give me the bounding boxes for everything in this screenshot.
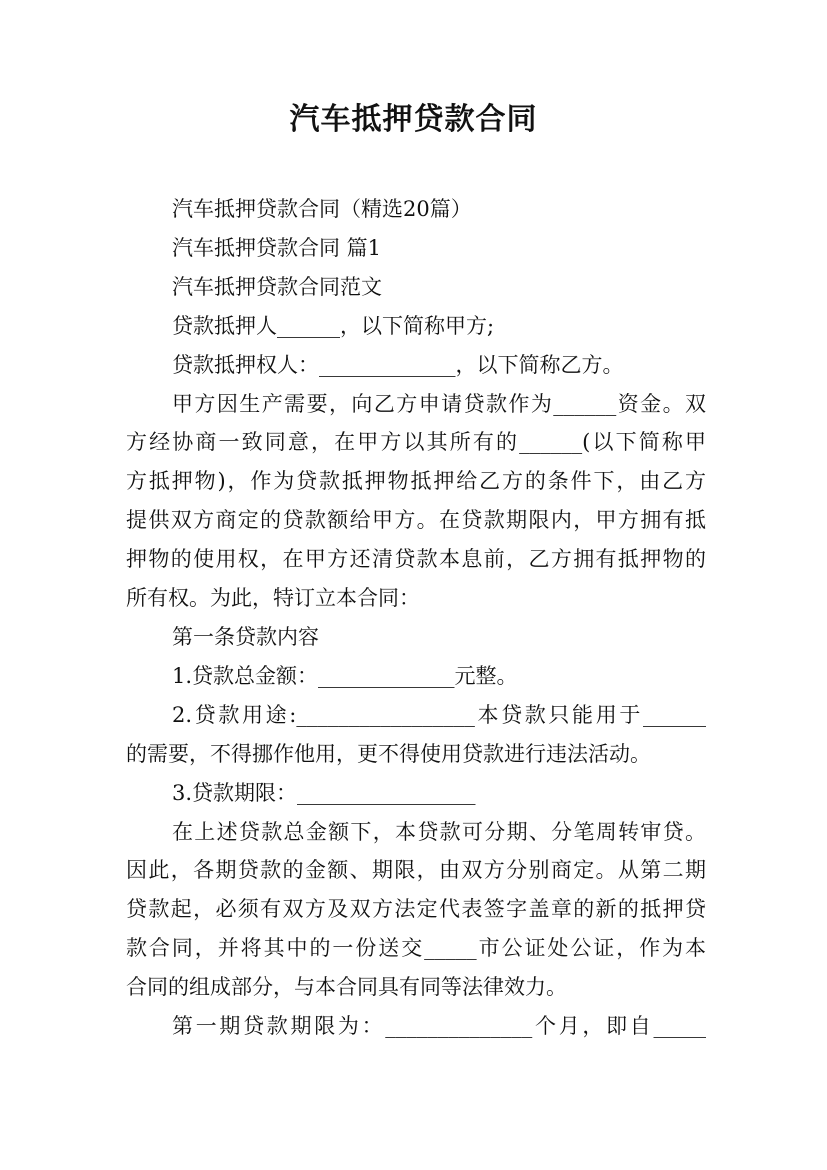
paragraph-line: 甲方因生产需要，向乙方申请贷款作为______资金。双 <box>172 391 706 416</box>
clause-line: 3.贷款期限：_________________ <box>172 780 476 805</box>
paragraph-line: 押物的使用权，在甲方还清贷款本息前，乙方拥有抵押物的 <box>126 547 706 572</box>
paragraph-line: 方经协商一致同意，在甲方以其所有的______(以下简称甲 <box>126 430 706 455</box>
clause-line: 2.贷款用途:_________________本贷款只能用于______ <box>172 702 706 727</box>
document-body <box>126 190 706 1046</box>
subtitle-line: 汽车抵押贷款合同（精选20篇） <box>172 197 472 221</box>
paragraph-line: 合同的组成部分，与本合同具有同等法律效力。 <box>126 975 567 1000</box>
clause-line: 1.贷款总金额：_____________元整。 <box>172 663 518 688</box>
paragraph-line: 款合同，并将其中的一份送交_____市公证处公证，作为本 <box>126 936 706 961</box>
document-title: 汽车抵押贷款合同 <box>289 102 538 137</box>
section-subheading: 汽车抵押贷款合同范文 <box>172 274 382 299</box>
paragraph-line: 方抵押物)，作为贷款抵押物抵押给乙方的条件下，由乙方 <box>126 469 706 494</box>
party-a-line: 贷款抵押人______，以下简称甲方; <box>172 313 495 338</box>
paragraph-line: 贷款起，必须有双方及双方法定代表签字盖章的新的抵押贷 <box>126 897 706 922</box>
party-b-line: 贷款抵押权人：_____________，以下简称乙方。 <box>172 352 624 377</box>
paragraph-line: 提供双方商定的贷款额给甲方。在贷款期限内，甲方拥有抵 <box>126 508 706 533</box>
paragraph-line: 第一期贷款期限为：______________个月，即自_____ <box>172 1014 706 1039</box>
article-heading: 第一条贷款内容 <box>172 624 319 649</box>
section-heading: 汽车抵押贷款合同 篇1 <box>172 235 382 260</box>
paragraph-line: 在上述贷款总金额下，本贷款可分期、分笔周转审贷。 <box>172 819 706 844</box>
paragraph-line: 所有权。为此，特订立本合同： <box>126 586 420 611</box>
clause-line: 的需要，不得挪作他用，更不得使用贷款进行违法活动。 <box>126 741 651 766</box>
paragraph-line: 因此，各期贷款的金额、期限，由双方分别商定。从第二期 <box>126 858 706 883</box>
